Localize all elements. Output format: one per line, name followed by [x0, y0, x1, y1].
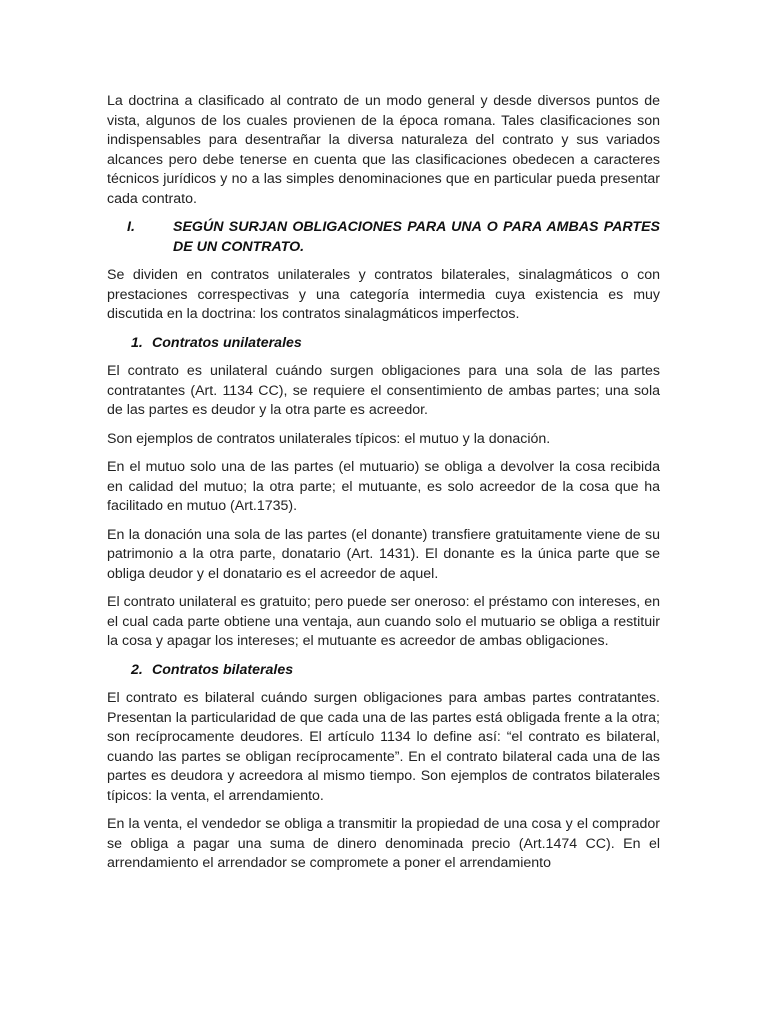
- subheading-unilaterales: [107, 334, 660, 354]
- section-title: SEGÚN SURJAN OBLIGACIONES PARA UNA O PARA AMBAS PARTES DE UN CONTRATO.: [173, 219, 660, 255]
- paragraph: El contrato unilateral es gratuito; pero puede ser oneroso: el préstamo con intereses, en el cual cada parte obtiene una ventaja, aun cuando solo el mutuario se obliga a restituir la cosa y apagar los intereses; el mutuante es acreedor de ambas obligaciones.: [107, 594, 660, 649]
- paragraph: En el mutuo solo una de las partes (el mutuario) se obliga a devolver la cosa recibida en calidad del mutuo; la otra parte; el mutuante, es solo acreedor de la cosa que ha facilitado en mutuo (Art.1735).: [107, 459, 660, 514]
- subheading-number: 2.: [131, 661, 143, 678]
- subheading-title: Contratos bilaterales: [152, 661, 294, 678]
- paragraph: En la donación una sola de las partes (el donante) transfiere gratuitamente viene de su patrimonio a la otra parte, donatario (Art. 1431). El donante es la única parte que se obliga deudor y el donatario es el acreedor de aquel.: [107, 526, 660, 582]
- subheading-bilaterales: [107, 661, 660, 681]
- section-heading: [107, 218, 660, 257]
- section-paragraph: Se dividen en contratos unilaterales y contratos bilaterales, sinalagmáticos o con prestaciones correspectivas y una categoría intermedia cuya existencia es muy discutida en la doctrina: los contratos sinalagmáticos imperfectos.: [107, 267, 660, 322]
- subheading-title: Contratos unilaterales: [152, 334, 302, 351]
- intro-paragraph: La doctrina a clasificado al contrato de un modo general y desde diversos puntos de vista, algunos de los cuales provienen de la época romana. Tales clasificaciones son indispensables para desentrañar la diversa naturaleza del contrato y sus variados alcances pero debe tenerse en cuenta que las clasificaciones obedecen a caracteres técnicos jurídicos y no a las simples denominaciones que en particular pueda presentar cada contrato.: [107, 93, 660, 207]
- document-page: [107, 92, 660, 883]
- paragraph: Son ejemplos de contratos unilaterales típicos: el mutuo y la donación.: [107, 430, 551, 447]
- paragraph: El contrato es bilateral cuándo surgen obligaciones para ambas partes contratantes. Presentan la particularidad de que cada una de las partes está obligada frente a la otra; son recíprocamente deudores. El artículo 1134 lo define así: “el contrato es bilateral, cuando las partes se obligan recíprocamente”. En el contrato bilateral cada una de las partes es deudora y acreedora al mismo tiempo. Son ejemplos de contratos bilaterales típicos: la venta, el arrendamiento.: [107, 690, 660, 804]
- paragraph: En la venta, el vendedor se obliga a transmitir la propiedad de una cosa y el comprador se obliga a pagar una suma de dinero denominada precio (Art.1474 CC). En el arrendamiento el arrendador se compromete a poner el arrendamiento: [107, 816, 660, 871]
- subheading-number: 1.: [131, 334, 143, 351]
- section-number: I.: [127, 219, 135, 235]
- paragraph: El contrato es unilateral cuándo surgen obligaciones para una sola de las partes contratantes (Art. 1134 CC), se requiere el consentimiento de ambas partes; una sola de las partes es deudor y la otra parte es acreedor.: [107, 363, 660, 418]
